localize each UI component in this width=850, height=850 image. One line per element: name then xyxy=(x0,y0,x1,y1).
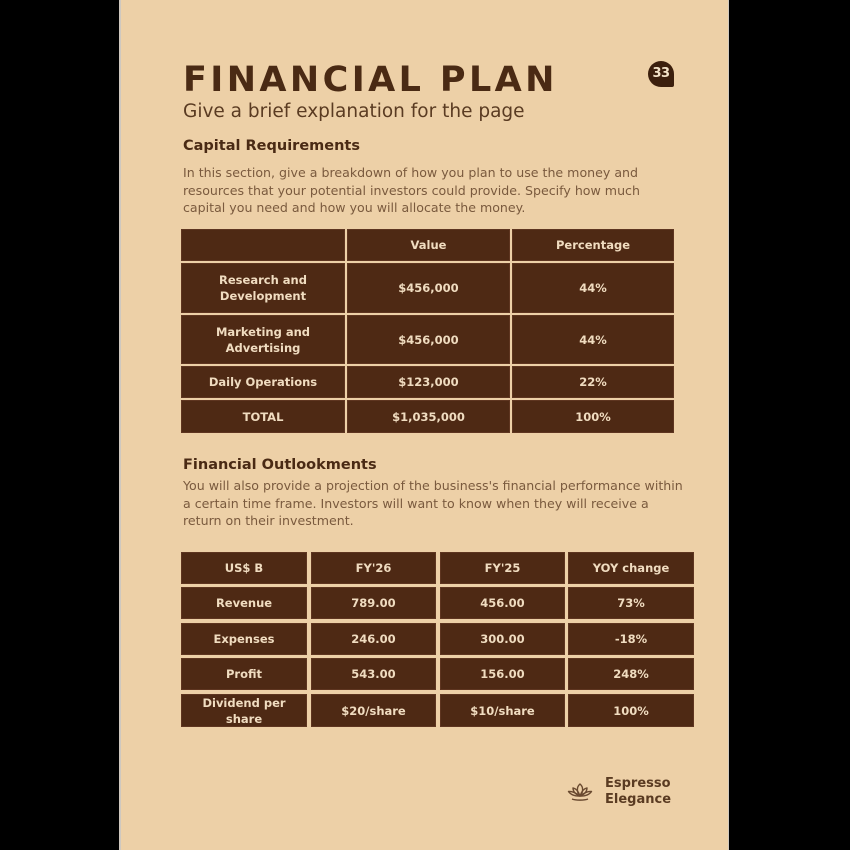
fy25-cell: 300.00 xyxy=(440,623,565,655)
table-header-cell: Percentage xyxy=(512,229,674,261)
financial-outlookments-heading: Financial Outlookments xyxy=(183,457,377,473)
brand-logo xyxy=(567,776,671,808)
value-cell: $1,035,000 xyxy=(347,400,510,433)
page-subtitle: Give a brief explanation for the page xyxy=(183,101,525,122)
table-header-cell: FY'25 xyxy=(440,552,565,584)
value-cell: $456,000 xyxy=(347,263,510,313)
table-header-cell: US$ B xyxy=(181,552,307,584)
row-label-cell: Daily Operations xyxy=(181,366,345,398)
row-label-cell: Profit xyxy=(181,658,307,690)
fy26-cell: $20/share xyxy=(311,694,436,727)
brand-name-line2: Elegance xyxy=(605,792,672,807)
brand-name-line1: Espresso xyxy=(605,776,671,791)
yoy-change-cell: -18% xyxy=(568,623,694,655)
value-cell: $123,000 xyxy=(347,366,510,398)
page-title: FINANCIAL PLAN xyxy=(183,60,558,100)
row-label-cell: Research and Development xyxy=(181,263,345,313)
fy25-cell: 456.00 xyxy=(440,587,565,619)
capital-requirements-description: In this section, give a breakdown of how you plan to use the money and resources that your potential investors could provide. Specify how much capital you need and how you will allocate the money. xyxy=(183,165,640,215)
yoy-change-cell: 248% xyxy=(568,658,694,690)
value-cell: $456,000 xyxy=(347,315,510,364)
table-header-cell: Value xyxy=(347,229,510,261)
row-label-cell: TOTAL xyxy=(181,400,345,433)
table-header-cell xyxy=(181,229,345,261)
financial-outlookments-description: You will also provide a projection of the business's financial performance within a certain time frame. Investors will want to know when they will receive a return on their investment. xyxy=(183,478,683,528)
row-label-cell: Expenses xyxy=(181,623,307,655)
row-label-cell: Marketing and Advertising xyxy=(181,315,345,364)
yoy-change-cell: 73% xyxy=(568,587,694,619)
row-label-cell: Dividend per share xyxy=(181,694,307,727)
lotus-icon xyxy=(567,781,593,803)
document-page xyxy=(121,0,728,850)
percentage-cell: 44% xyxy=(512,315,674,364)
percentage-cell: 100% xyxy=(512,400,674,433)
fy26-cell: 543.00 xyxy=(311,658,436,690)
fy26-cell: 246.00 xyxy=(311,623,436,655)
row-label-cell: Revenue xyxy=(181,587,307,619)
yoy-change-cell: 100% xyxy=(568,694,694,727)
table-header-cell: FY'26 xyxy=(311,552,436,584)
page-number-badge: 33 xyxy=(648,61,674,87)
capital-requirements-heading: Capital Requirements xyxy=(183,138,360,154)
table-header-cell: YOY change xyxy=(568,552,694,584)
brand-name xyxy=(605,776,671,808)
fy26-cell: 789.00 xyxy=(311,587,436,619)
percentage-cell: 22% xyxy=(512,366,674,398)
fy25-cell: $10/share xyxy=(440,694,565,727)
percentage-cell: 44% xyxy=(512,263,674,313)
fy25-cell: 156.00 xyxy=(440,658,565,690)
